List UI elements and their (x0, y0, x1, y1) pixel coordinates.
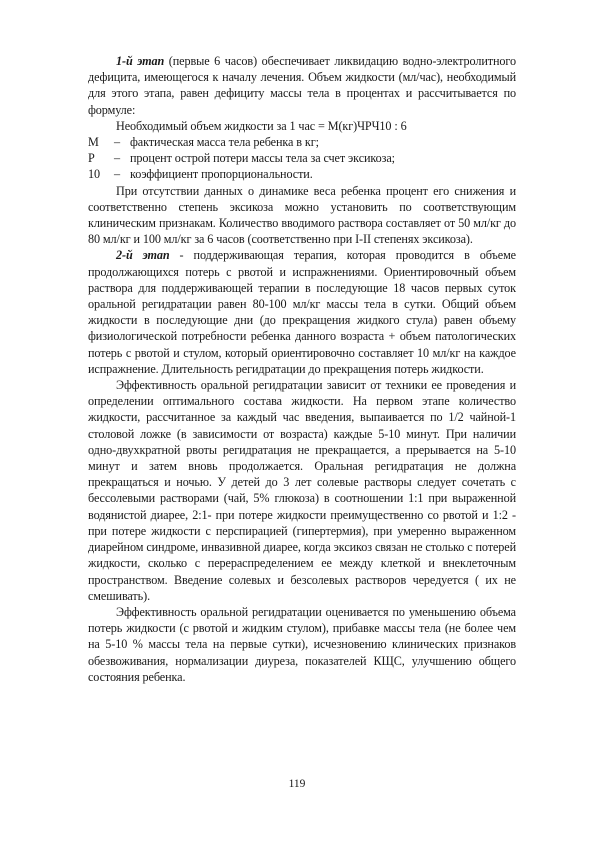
definition-text: коэффициент пропорциональности. (130, 167, 313, 182)
stage2-title: 2-й этап (116, 248, 170, 263)
stage1-title: 1-й этап (116, 54, 165, 68)
definition-text: процент острой потери массы тела за счет эксикоза; (130, 151, 395, 166)
definition-text: фактическая масса тела ребенка в кг; (130, 135, 319, 150)
technique-paragraph: Эффективность оральной регидратации зависит от техники ее проведения и определении оптимального состава жидкости. На первом этапе количество жидкости, рассчитанное за каждый час введения, выпаивается по 1/2 чайной-1 столовой ложке (в зависимости от возраста) каждые 5-10 минут. При наличии одно-двухкратной рвоты регидратация не прекращается, а прерывается на 5-10 минут и затем вновь продолжается. Оральная регидратация не должна прекращаться и ночью. У детей до 3 лет солевые растворы следует сочетать с бессолевыми растворами (чай, 5% глюкоза) в соотношении 1:1 при выраженной водянистой диарее, 2:1- при потере жидкости преимущественно со рвотой и 1:2 - при потере жидкости с перспирацией (гипертермия), при умеренно выраженном диарейном синдроме, инвазивной диарее, когда эксикоз связан не столько с потерей жидкости, сколько с перераспределением ее междy клеткой и внеклеточным пространством. Введение солевых и безсолевых растворов чередуется ( их не смешивать). (88, 378, 516, 603)
evaluation-paragraph: Эффективность оральной регидратации оценивается по уменьшению объема потерь жидкости (с рвотой и жидким стулом), прибавке массы тела (не более чем на 5-10 % массы тела на первые сутки), исчезновению клинических признаков обезвоживания, нормализации диуреза, показателей КЩС, улучшению общего состояния ребенка. (88, 604, 516, 684)
definition-10 (88, 166, 516, 182)
definition-symbol: Р (88, 151, 95, 166)
definition-p (88, 150, 516, 166)
definition-dash: – (114, 135, 120, 150)
definition-symbol: 10 (88, 167, 100, 182)
page-number: 119 (288, 778, 306, 790)
definition-m (88, 134, 516, 150)
stage1-text: (первые 6 часов) обеспечивает ликвидацию водно-электролитного дефицита, имеющегося к началу лечения. Объем жидкости (мл/час), необходимый для этого этапа, равен дефициту массы тела в процентах и рассчитывается по формуле: (88, 54, 516, 117)
stage2-paragraph (88, 247, 516, 377)
definition-dash: – (114, 151, 120, 166)
stage1-paragraph (88, 53, 516, 118)
definition-symbol: М (88, 135, 99, 150)
stage2-text: - поддерживающая терапия, которая проводится в объеме продолжающихся потерь с рвотой и испражнениями. Ориентировочный объем раствора для поддерживающей терапии в последующие 18 часов первых суток оральной регидратации равен 80-100 мл/кг массы тела в сутки. Общий объем жидкости в последующие дни (до прекращения жидкого стула) равен объему физиологической потребности ребенка данного возраста + объем патологических потерь с рвотой и стулом, который ориентировочно составляет 10 мл/кг на каждое испражнение. Длительность регидратации до прекращения потерь жидкости. (88, 248, 516, 376)
definition-dash: – (114, 167, 120, 182)
formula: Необходимый объем жидкости за 1 час = М(кг)ЧРЧ10 : 6 (116, 118, 407, 133)
page-body (88, 53, 516, 685)
stage1-note: При отсутствии данных о динамике веса ребенка процент его снижения и соответственно степень эксикоза можно установить по соответствующим клиническим признакам. Количество вводимого раствора составляет от 50 мл/кг до 80 мл/кг и 100 мл/кг за 6 часов (соответственно при I-II степенях эксикоза). (88, 183, 516, 247)
